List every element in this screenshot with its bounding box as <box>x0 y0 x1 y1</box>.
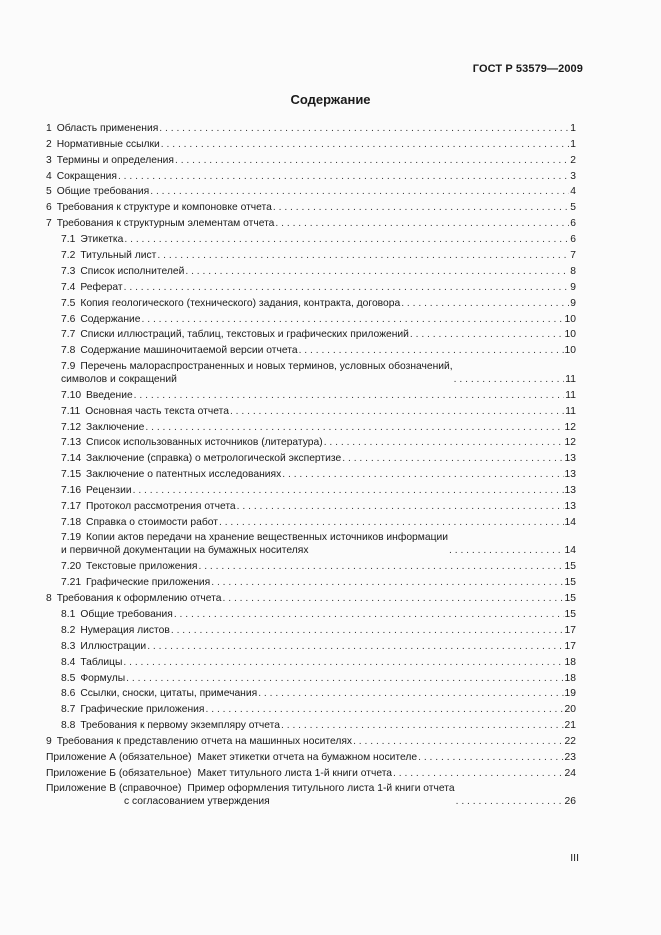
toc-leader-dots <box>161 138 569 151</box>
toc-leader-dots <box>324 436 564 449</box>
toc-leader-dots <box>118 170 569 183</box>
toc-entry-title: Списки иллюстраций, таблиц, текстовых и графических приложений <box>80 329 409 341</box>
toc-entry[interactable] <box>46 278 576 294</box>
toc-entry[interactable] <box>46 310 576 326</box>
toc-entry[interactable] <box>46 605 576 621</box>
toc-leader-dots <box>175 154 569 167</box>
toc-entry-title: Общие требования <box>56 186 150 198</box>
toc-entry[interactable] <box>46 481 576 497</box>
toc-entry-number: Приложение А (обязательное) <box>46 751 192 763</box>
toc-leader-dots <box>410 328 564 341</box>
toc-entry-number: 8.5 <box>61 672 76 684</box>
toc-entry[interactable] <box>46 341 576 357</box>
toc-entry-page: 14 <box>564 545 576 557</box>
toc-entry-page: 17 <box>564 624 576 636</box>
toc-entry-number: 5 <box>46 186 52 198</box>
toc-entry-number: Приложение Б (обязательное) <box>46 767 192 779</box>
toc-entry[interactable] <box>46 529 576 558</box>
toc-entry-page: 14 <box>564 516 576 528</box>
toc-entry[interactable] <box>46 151 576 167</box>
toc-entry-number: 7.8 <box>61 345 76 357</box>
toc-entry-title: Нормативные ссылки <box>56 138 160 150</box>
toc-entry-page: 12 <box>564 437 576 449</box>
toc-entry-number: 2 <box>46 138 52 150</box>
toc-entry-title: Введение <box>86 389 133 401</box>
toc-entry-page: 17 <box>564 640 576 652</box>
toc-entry[interactable] <box>46 732 576 748</box>
toc-entry-page: 26 <box>564 796 576 808</box>
toc-entry[interactable] <box>46 214 576 230</box>
toc-leader-dots <box>171 624 564 637</box>
toc-entry[interactable] <box>46 465 576 481</box>
toc-entry[interactable] <box>46 621 576 637</box>
toc-entry-title: Справка о стоимости работ <box>86 516 218 528</box>
toc-entry-title: Текстовые приложения <box>86 561 198 573</box>
toc-entry-first-line <box>46 783 455 794</box>
toc-entry-page: 4 <box>570 186 576 198</box>
toc-entry-page: 20 <box>564 704 576 716</box>
toc-entry-first-line <box>61 361 453 372</box>
toc-entry-title: Содержание машиночитаемой версии отчета <box>80 345 298 357</box>
toc-leader-dots <box>418 751 563 764</box>
toc-leader-dots <box>456 795 564 808</box>
toc-entry-page: 11 <box>565 389 576 401</box>
toc-entry-page: 7 <box>570 250 576 262</box>
toc-entry-page: 18 <box>564 656 576 668</box>
toc-entry-page: 8 <box>570 265 576 277</box>
toc-leader-dots <box>353 735 563 748</box>
toc-entry-number: 9 <box>46 736 52 748</box>
toc-entry-number: 6 <box>46 202 52 214</box>
toc-entry[interactable] <box>46 294 576 310</box>
toc-entry-title: Требования к представлению отчета на машинных носителях <box>56 736 353 748</box>
toc-entry-title: Макет титульного листа 1-й книги отчета <box>197 767 393 779</box>
toc-entry-page: 10 <box>564 329 576 341</box>
toc-entry-number: 7.13 <box>61 437 82 449</box>
toc-leader-dots <box>134 389 565 402</box>
toc-entry-title-line1: Пример оформления титульного листа 1-й книги отчета <box>187 783 455 795</box>
toc-entry-number: 7.16 <box>61 485 82 497</box>
toc-entry[interactable] <box>46 449 576 465</box>
toc-entry[interactable] <box>46 434 576 450</box>
toc-entry-page: 10 <box>564 345 576 357</box>
toc-entry-title: Основная часть текста отчета <box>85 405 229 417</box>
toc-entry-title: Требования к оформлению отчета <box>56 593 222 605</box>
toc-entry[interactable] <box>46 589 576 605</box>
toc-entry[interactable] <box>46 764 576 780</box>
toc-entry-title: Требования к структуре и компоновке отчета <box>56 202 272 214</box>
toc-leader-dots <box>124 281 570 294</box>
toc-entry-title-line1: Копии актов передачи на хранение вещественных источников информации <box>86 532 448 544</box>
toc-entry-first-line <box>61 532 448 543</box>
standard-designation: ГОСТ Р 53579—2009 <box>472 63 583 75</box>
toc-entry-page: 18 <box>564 672 576 684</box>
toc-entry[interactable] <box>46 198 576 214</box>
toc-entry-number: 7.4 <box>61 281 76 293</box>
toc-entry-page: 15 <box>564 561 576 573</box>
toc-entry[interactable] <box>46 357 576 386</box>
toc-entry-number: 8.7 <box>61 704 76 716</box>
toc-entry-number: 7 <box>46 218 52 230</box>
toc-leader-dots <box>230 405 564 418</box>
toc-leader-dots <box>282 468 563 481</box>
toc-entry-title-line2: и первичной документации на бумажных носителях <box>61 545 309 557</box>
toc-leader-dots <box>145 421 563 434</box>
toc-entry-number: 7.5 <box>61 297 76 309</box>
toc-entry-number: 7.20 <box>61 561 82 573</box>
toc-entry-title: Содержание <box>80 313 141 325</box>
toc-entry[interactable] <box>46 402 576 418</box>
toc-entry-page: 22 <box>564 736 576 748</box>
toc-leader-dots <box>174 608 564 621</box>
toc-entry-page: 2 <box>570 154 576 166</box>
toc-leader-dots <box>185 265 569 278</box>
toc-entry-page: 5 <box>570 202 576 214</box>
toc-entry-page: 13 <box>564 485 576 497</box>
toc-leader-dots <box>258 687 563 700</box>
toc-entry-number: Приложение В (справочное) <box>46 783 182 795</box>
toc-entry-number: 7.11 <box>61 405 81 417</box>
toc-entry-page: 19 <box>564 688 576 700</box>
toc-entry-title: Графические приложения <box>86 577 211 589</box>
toc-entry-title: Заключение <box>86 421 145 433</box>
toc-leader-dots <box>198 560 563 573</box>
toc-entry-title: Макет этикетки отчета на бумажном носителе <box>197 751 418 763</box>
toc-entry[interactable] <box>46 513 576 529</box>
toc-entry-title: Заключение о патентных исследованиях <box>86 469 282 481</box>
toc-entry-page: 15 <box>564 593 576 605</box>
toc-entry-number: 8.4 <box>61 656 76 668</box>
toc-leader-dots <box>449 544 564 557</box>
toc-entry-page: 23 <box>564 751 576 763</box>
toc-entry-title: Общие требования <box>80 608 173 620</box>
toc-entry-number: 1 <box>46 122 52 134</box>
toc-entry-title: Реферат <box>80 281 123 293</box>
toc-entry-title: Термины и определения <box>56 154 174 166</box>
toc-entry-number: 7.17 <box>61 500 82 512</box>
toc-entry-title: Рецензии <box>86 485 132 497</box>
toc-entry-title: Копия геологического (технического) задания, контракта, договора <box>80 297 401 309</box>
toc-entry-page: 15 <box>564 608 576 620</box>
page-number: III <box>570 852 579 864</box>
toc-entry[interactable] <box>46 262 576 278</box>
toc-entry-title: Этикетка <box>80 234 124 246</box>
toc-leader-dots <box>342 452 563 465</box>
toc-entry[interactable] <box>46 700 576 716</box>
toc-entry[interactable] <box>46 135 576 151</box>
toc-entry-page: 13 <box>564 453 576 465</box>
toc-entry-title: Иллюстрации <box>80 640 147 652</box>
toc-leader-dots <box>275 217 569 230</box>
toc-entry-title: Сокращения <box>56 170 117 182</box>
toc-entry-title: Формулы <box>80 672 126 684</box>
toc-entry-number: 8.2 <box>61 624 76 636</box>
toc-entry-title: Ссылки, сноски, цитаты, примечания <box>80 688 258 700</box>
toc-entry-multiline <box>61 531 448 557</box>
toc-leader-dots <box>273 201 569 214</box>
toc-entry-title: Список исполнителей <box>80 265 185 277</box>
toc-entry-title: Таблицы <box>80 656 123 668</box>
toc-leader-dots <box>157 249 569 262</box>
toc-entry[interactable] <box>46 418 576 434</box>
toc-entry-number: 8.8 <box>61 720 76 732</box>
toc-entry-number: 7.10 <box>61 389 82 401</box>
toc-entry[interactable] <box>46 497 576 513</box>
toc-entry-page: 6 <box>570 234 576 246</box>
toc-entry-title-line2: символов и сокращений <box>61 373 177 385</box>
toc-entry-page: 9 <box>570 297 576 309</box>
toc-leader-dots <box>126 672 563 685</box>
toc-entry-page: 13 <box>564 469 576 481</box>
toc-entry-number: 4 <box>46 170 52 182</box>
toc-entry-page: 12 <box>564 421 576 433</box>
toc-entry-page: 1 <box>570 138 576 150</box>
toc-entry-page: 9 <box>570 281 576 293</box>
toc-entry-number: 7.3 <box>61 265 76 277</box>
toc-entry-title-line1: Перечень малораспространенных и новых терминов, условных обозначений, <box>80 360 453 372</box>
toc-leader-dots <box>133 484 564 497</box>
toc-entry-number: 7.2 <box>61 250 76 262</box>
toc-entry-page: 11 <box>565 373 576 385</box>
toc-entry-page: 10 <box>564 313 576 325</box>
toc-entry-number: 7.7 <box>61 329 76 341</box>
toc-entry-title-line2: с согласованием утверждения <box>124 796 270 808</box>
toc-entry[interactable] <box>46 637 576 653</box>
toc-leader-dots <box>124 233 569 246</box>
toc-entry[interactable] <box>46 119 576 135</box>
toc-entry-multiline <box>61 360 453 386</box>
toc-entry-title: Требования к первому экземпляру отчета <box>80 720 280 732</box>
toc-entry[interactable] <box>46 669 576 685</box>
toc-entry-title: Титульный лист <box>80 250 157 262</box>
toc-entry-title: Протокол рассмотрения отчета <box>86 500 236 512</box>
toc-entry-page: 21 <box>564 720 576 732</box>
toc-leader-dots <box>237 500 564 513</box>
toc-leader-dots <box>159 122 569 135</box>
toc-leader-dots <box>142 313 564 326</box>
toc-entry[interactable] <box>46 230 576 246</box>
toc-entry-number: 7.14 <box>61 453 82 465</box>
toc-entry-number: 7.19 <box>61 532 82 544</box>
toc-leader-dots <box>281 719 564 732</box>
toc-leader-dots <box>206 703 564 716</box>
toc-entry-number: 7.21 <box>61 577 82 589</box>
toc-entry[interactable] <box>46 573 576 589</box>
toc-entry-page: 24 <box>564 767 576 779</box>
toc-leader-dots <box>401 297 569 310</box>
toc-leader-dots <box>454 373 565 386</box>
toc-leader-dots <box>147 640 563 653</box>
toc-entry-title: Графические приложения <box>80 704 205 716</box>
toc-entry-number: 8.1 <box>61 608 76 620</box>
toc-leader-dots <box>219 516 564 529</box>
toc-entry-title: Требования к структурным элементам отчета <box>56 218 275 230</box>
toc-entry-page: 11 <box>565 405 576 417</box>
page-title: Содержание <box>290 92 371 107</box>
toc-entry-multiline <box>46 782 455 808</box>
toc-entry-number: 3 <box>46 154 52 166</box>
toc-entry[interactable] <box>46 557 576 573</box>
toc-entry-number: 7.12 <box>61 421 82 433</box>
toc-entry[interactable] <box>46 780 576 809</box>
toc-entry[interactable] <box>46 167 576 183</box>
toc-entry-number: 7.6 <box>61 313 76 325</box>
toc-entry-page: 15 <box>564 577 576 589</box>
toc-entry-number: 7.15 <box>61 469 82 481</box>
toc-leader-dots <box>223 592 564 605</box>
toc-entry-number: 7.1 <box>61 234 76 246</box>
toc-entry-number: 7.18 <box>61 516 82 528</box>
toc-entry-number: 7.9 <box>61 360 76 372</box>
toc-entry-page: 1 <box>570 122 576 134</box>
toc-leader-dots <box>123 656 563 669</box>
toc-entry-page: 3 <box>570 170 576 182</box>
toc-entry[interactable] <box>46 386 576 402</box>
toc-entry-number: 8.3 <box>61 640 76 652</box>
toc-entry[interactable] <box>46 653 576 669</box>
toc-entry-number: 8 <box>46 593 52 605</box>
toc-entry[interactable] <box>46 183 576 199</box>
toc-entry[interactable] <box>46 246 576 262</box>
toc-entry-title: Нумерация листов <box>80 624 170 636</box>
toc-leader-dots <box>393 767 563 780</box>
toc-leader-dots <box>299 344 564 357</box>
toc-entry[interactable] <box>46 748 576 764</box>
toc-entry-page: 6 <box>570 218 576 230</box>
toc-entry-page: 13 <box>564 500 576 512</box>
toc-entry-title: Список использованных источников (литература) <box>86 437 323 449</box>
toc-entry-number: 8.6 <box>61 688 76 700</box>
toc-leader-dots <box>150 185 569 198</box>
toc-entry-title: Область применения <box>56 122 159 134</box>
table-of-contents <box>46 119 576 808</box>
toc-entry-title: Заключение (справка) о метрологической экспертизе <box>86 453 342 465</box>
toc-entry[interactable] <box>46 685 576 701</box>
toc-entry[interactable] <box>46 326 576 342</box>
toc-leader-dots <box>211 576 563 589</box>
toc-entry[interactable] <box>46 716 576 732</box>
